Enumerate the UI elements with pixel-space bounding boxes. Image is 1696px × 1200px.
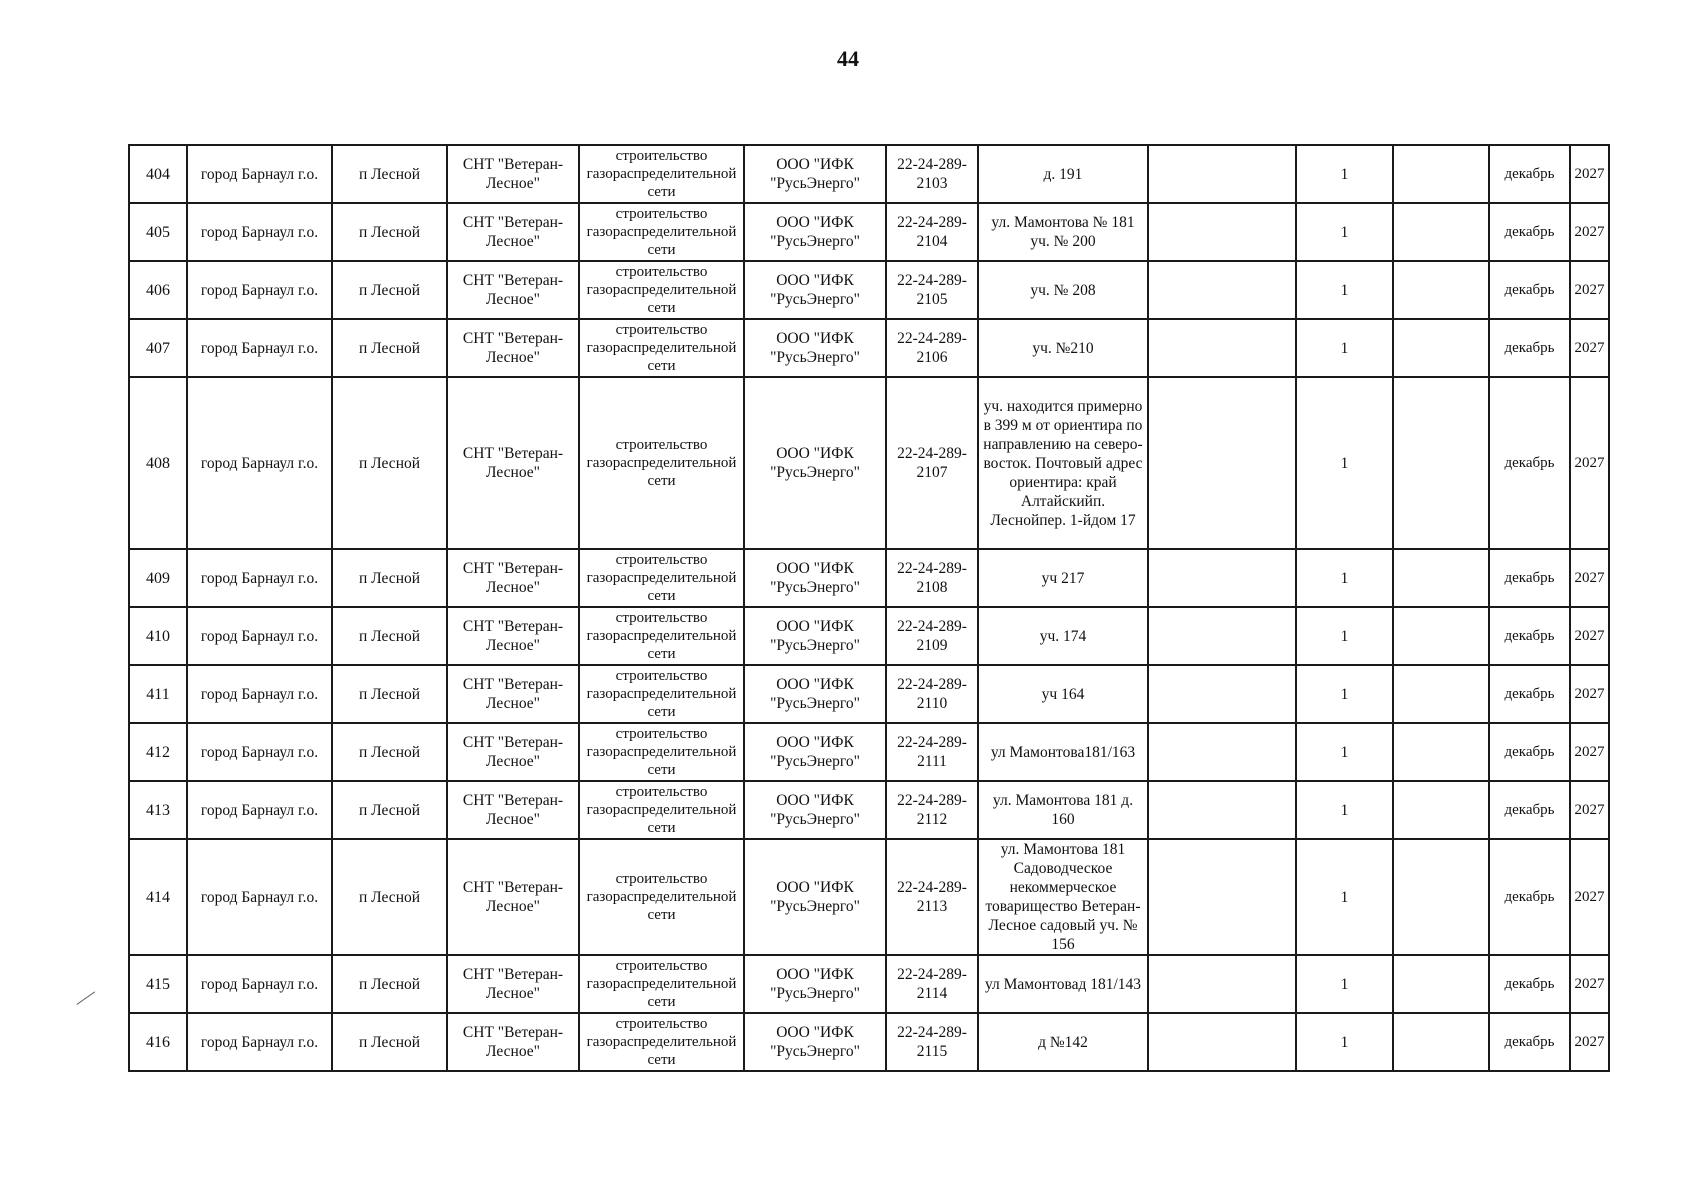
- project-cell: строительство газораспределительной сети: [579, 839, 744, 955]
- district-cell: город Барнаул г.о.: [187, 377, 332, 549]
- table-row: [129, 1013, 1609, 1071]
- code-cell: 22-24-289-2112: [886, 781, 978, 839]
- table-row: [129, 203, 1609, 261]
- project-cell: строительство газораспределительной сети: [579, 377, 744, 549]
- code-cell: 22-24-289-2110: [886, 665, 978, 723]
- locality-cell: п Лесной: [332, 955, 447, 1013]
- project-cell: строительство газораспределительной сети: [579, 261, 744, 319]
- empty-cell: [1148, 723, 1296, 781]
- district-cell: город Барнаул г.о.: [187, 549, 332, 607]
- project-cell: строительство газораспределительной сети: [579, 665, 744, 723]
- locality-cell: п Лесной: [332, 839, 447, 955]
- locality-cell: п Лесной: [332, 377, 447, 549]
- empty-cell: [1393, 607, 1489, 665]
- year-cell: 2027: [1570, 203, 1609, 261]
- empty-cell: [1148, 781, 1296, 839]
- organization-cell: ООО "ИФК "РусьЭнерго": [744, 781, 886, 839]
- district-cell: город Барнаул г.о.: [187, 723, 332, 781]
- table-row: [129, 261, 1609, 319]
- quantity-cell: 1: [1296, 319, 1393, 377]
- quantity-cell: 1: [1296, 607, 1393, 665]
- code-cell: 22-24-289-2113: [886, 839, 978, 955]
- locality-cell: п Лесной: [332, 781, 447, 839]
- organization-cell: ООО "ИФК "РусьЭнерго": [744, 377, 886, 549]
- empty-cell: [1393, 955, 1489, 1013]
- address-cell: уч. № 208: [978, 261, 1148, 319]
- organization-cell: ООО "ИФК "РусьЭнерго": [744, 1013, 886, 1071]
- locality-cell: п Лесной: [332, 549, 447, 607]
- row-number: 404: [129, 145, 187, 203]
- table-row: [129, 607, 1609, 665]
- locality-cell: п Лесной: [332, 607, 447, 665]
- snt-cell: СНТ "Ветеран-Лесное": [447, 549, 579, 607]
- locality-cell: п Лесной: [332, 1013, 447, 1071]
- locality-cell: п Лесной: [332, 665, 447, 723]
- address-cell: ул Мамонтовад 181/143: [978, 955, 1148, 1013]
- district-cell: город Барнаул г.о.: [187, 203, 332, 261]
- row-number: 413: [129, 781, 187, 839]
- organization-cell: ООО "ИФК "РусьЭнерго": [744, 549, 886, 607]
- code-cell: 22-24-289-2115: [886, 1013, 978, 1071]
- district-cell: город Барнаул г.о.: [187, 955, 332, 1013]
- month-cell: декабрь: [1489, 1013, 1570, 1071]
- month-cell: декабрь: [1489, 145, 1570, 203]
- snt-cell: СНТ "Ветеран-Лесное": [447, 781, 579, 839]
- address-cell: уч. №210: [978, 319, 1148, 377]
- snt-cell: СНТ "Ветеран-Лесное": [447, 1013, 579, 1071]
- organization-cell: ООО "ИФК "РусьЭнерго": [744, 261, 886, 319]
- project-cell: строительство газораспределительной сети: [579, 319, 744, 377]
- quantity-cell: 1: [1296, 145, 1393, 203]
- month-cell: декабрь: [1489, 377, 1570, 549]
- snt-cell: СНТ "Ветеран-Лесное": [447, 665, 579, 723]
- table-row: [129, 377, 1609, 549]
- table-row: [129, 549, 1609, 607]
- district-cell: город Барнаул г.о.: [187, 145, 332, 203]
- empty-cell: [1148, 261, 1296, 319]
- snt-cell: СНТ "Ветеран-Лесное": [447, 607, 579, 665]
- project-cell: строительство газораспределительной сети: [579, 1013, 744, 1071]
- district-cell: город Барнаул г.о.: [187, 607, 332, 665]
- table-row: [129, 665, 1609, 723]
- empty-cell: [1148, 607, 1296, 665]
- empty-cell: [1393, 665, 1489, 723]
- empty-cell: [1393, 261, 1489, 319]
- row-number: 408: [129, 377, 187, 549]
- locality-cell: п Лесной: [332, 203, 447, 261]
- organization-cell: ООО "ИФК "РусьЭнерго": [744, 723, 886, 781]
- address-cell: ул. Мамонтова 181 д. 160: [978, 781, 1148, 839]
- row-number: 410: [129, 607, 187, 665]
- registry-table: [128, 144, 1610, 1072]
- snt-cell: СНТ "Ветеран-Лесное": [447, 377, 579, 549]
- code-cell: 22-24-289-2103: [886, 145, 978, 203]
- row-number: 414: [129, 839, 187, 955]
- district-cell: город Барнаул г.о.: [187, 665, 332, 723]
- organization-cell: ООО "ИФК "РусьЭнерго": [744, 665, 886, 723]
- row-number: 406: [129, 261, 187, 319]
- snt-cell: СНТ "Ветеран-Лесное": [447, 723, 579, 781]
- organization-cell: ООО "ИФК "РусьЭнерго": [744, 839, 886, 955]
- year-cell: 2027: [1570, 377, 1609, 549]
- address-cell: ул Мамонтова181/163: [978, 723, 1148, 781]
- address-cell: д №142: [978, 1013, 1148, 1071]
- snt-cell: СНТ "Ветеран-Лесное": [447, 955, 579, 1013]
- organization-cell: ООО "ИФК "РусьЭнерго": [744, 319, 886, 377]
- year-cell: 2027: [1570, 781, 1609, 839]
- empty-cell: [1393, 549, 1489, 607]
- district-cell: город Барнаул г.о.: [187, 261, 332, 319]
- address-cell: уч 164: [978, 665, 1148, 723]
- row-number: 412: [129, 723, 187, 781]
- address-cell: уч 217: [978, 549, 1148, 607]
- code-cell: 22-24-289-2111: [886, 723, 978, 781]
- project-cell: строительство газораспределительной сети: [579, 145, 744, 203]
- table-row: [129, 781, 1609, 839]
- year-cell: 2027: [1570, 319, 1609, 377]
- project-cell: строительство газораспределительной сети: [579, 549, 744, 607]
- code-cell: 22-24-289-2108: [886, 549, 978, 607]
- year-cell: 2027: [1570, 839, 1609, 955]
- stray-pen-mark: [77, 991, 106, 1019]
- quantity-cell: 1: [1296, 261, 1393, 319]
- district-cell: город Барнаул г.о.: [187, 781, 332, 839]
- address-cell: ул. Мамонтова № 181 уч. № 200: [978, 203, 1148, 261]
- empty-cell: [1148, 549, 1296, 607]
- year-cell: 2027: [1570, 1013, 1609, 1071]
- quantity-cell: 1: [1296, 549, 1393, 607]
- district-cell: город Барнаул г.о.: [187, 319, 332, 377]
- code-cell: 22-24-289-2104: [886, 203, 978, 261]
- year-cell: 2027: [1570, 955, 1609, 1013]
- locality-cell: п Лесной: [332, 723, 447, 781]
- empty-cell: [1148, 955, 1296, 1013]
- year-cell: 2027: [1570, 665, 1609, 723]
- locality-cell: п Лесной: [332, 261, 447, 319]
- row-number: 409: [129, 549, 187, 607]
- project-cell: строительство газораспределительной сети: [579, 607, 744, 665]
- code-cell: 22-24-289-2109: [886, 607, 978, 665]
- address-cell: уч. 174: [978, 607, 1148, 665]
- table-row: [129, 319, 1609, 377]
- row-number: 416: [129, 1013, 187, 1071]
- empty-cell: [1148, 665, 1296, 723]
- table-row: [129, 723, 1609, 781]
- empty-cell: [1148, 1013, 1296, 1071]
- quantity-cell: 1: [1296, 839, 1393, 955]
- empty-cell: [1148, 839, 1296, 955]
- year-cell: 2027: [1570, 549, 1609, 607]
- empty-cell: [1393, 377, 1489, 549]
- empty-cell: [1148, 319, 1296, 377]
- month-cell: декабрь: [1489, 781, 1570, 839]
- organization-cell: ООО "ИФК "РусьЭнерго": [744, 607, 886, 665]
- empty-cell: [1393, 319, 1489, 377]
- empty-cell: [1393, 203, 1489, 261]
- project-cell: строительство газораспределительной сети: [579, 955, 744, 1013]
- month-cell: декабрь: [1489, 607, 1570, 665]
- address-cell: д. 191: [978, 145, 1148, 203]
- empty-cell: [1393, 145, 1489, 203]
- empty-cell: [1148, 145, 1296, 203]
- month-cell: декабрь: [1489, 665, 1570, 723]
- code-cell: 22-24-289-2106: [886, 319, 978, 377]
- empty-cell: [1393, 723, 1489, 781]
- table-row: [129, 955, 1609, 1013]
- address-cell: уч. находится примерно в 399 м от ориентира по направлению на северо-восток. Почтовый адрес ориентира: край Алтайскийп. Леснойпер. 1-йдом 17: [978, 377, 1148, 549]
- quantity-cell: 1: [1296, 665, 1393, 723]
- project-cell: строительство газораспределительной сети: [579, 723, 744, 781]
- snt-cell: СНТ "Ветеран-Лесное": [447, 145, 579, 203]
- table-row: [129, 839, 1609, 955]
- year-cell: 2027: [1570, 145, 1609, 203]
- organization-cell: ООО "ИФК "РусьЭнерго": [744, 203, 886, 261]
- quantity-cell: 1: [1296, 955, 1393, 1013]
- empty-cell: [1393, 839, 1489, 955]
- code-cell: 22-24-289-2114: [886, 955, 978, 1013]
- year-cell: 2027: [1570, 723, 1609, 781]
- snt-cell: СНТ "Ветеран-Лесное": [447, 319, 579, 377]
- row-number: 407: [129, 319, 187, 377]
- year-cell: 2027: [1570, 607, 1609, 665]
- address-cell: ул. Мамонтова 181 Садоводческое некоммерческое товарищество Ветеран- Лесное садовый уч. № 156: [978, 839, 1148, 955]
- empty-cell: [1148, 377, 1296, 549]
- row-number: 405: [129, 203, 187, 261]
- snt-cell: СНТ "Ветеран-Лесное": [447, 261, 579, 319]
- month-cell: декабрь: [1489, 839, 1570, 955]
- month-cell: декабрь: [1489, 261, 1570, 319]
- empty-cell: [1393, 1013, 1489, 1071]
- month-cell: декабрь: [1489, 319, 1570, 377]
- empty-cell: [1148, 203, 1296, 261]
- quantity-cell: 1: [1296, 1013, 1393, 1071]
- month-cell: декабрь: [1489, 203, 1570, 261]
- district-cell: город Барнаул г.о.: [187, 839, 332, 955]
- registry-body: [129, 145, 1609, 1071]
- year-cell: 2027: [1570, 261, 1609, 319]
- month-cell: декабрь: [1489, 955, 1570, 1013]
- page-number: 44: [837, 46, 859, 71]
- quantity-cell: 1: [1296, 723, 1393, 781]
- locality-cell: п Лесной: [332, 145, 447, 203]
- district-cell: город Барнаул г.о.: [187, 1013, 332, 1071]
- project-cell: строительство газораспределительной сети: [579, 781, 744, 839]
- organization-cell: ООО "ИФК "РусьЭнерго": [744, 145, 886, 203]
- row-number: 415: [129, 955, 187, 1013]
- empty-cell: [1393, 781, 1489, 839]
- row-number: 411: [129, 665, 187, 723]
- code-cell: 22-24-289-2107: [886, 377, 978, 549]
- month-cell: декабрь: [1489, 723, 1570, 781]
- code-cell: 22-24-289-2105: [886, 261, 978, 319]
- month-cell: декабрь: [1489, 549, 1570, 607]
- project-cell: строительство газораспределительной сети: [579, 203, 744, 261]
- table-row: [129, 145, 1609, 203]
- locality-cell: п Лесной: [332, 319, 447, 377]
- quantity-cell: 1: [1296, 781, 1393, 839]
- organization-cell: ООО "ИФК "РусьЭнерго": [744, 955, 886, 1013]
- snt-cell: СНТ "Ветеран-Лесное": [447, 203, 579, 261]
- snt-cell: СНТ "Ветеран-Лесное": [447, 839, 579, 955]
- quantity-cell: 1: [1296, 203, 1393, 261]
- quantity-cell: 1: [1296, 377, 1393, 549]
